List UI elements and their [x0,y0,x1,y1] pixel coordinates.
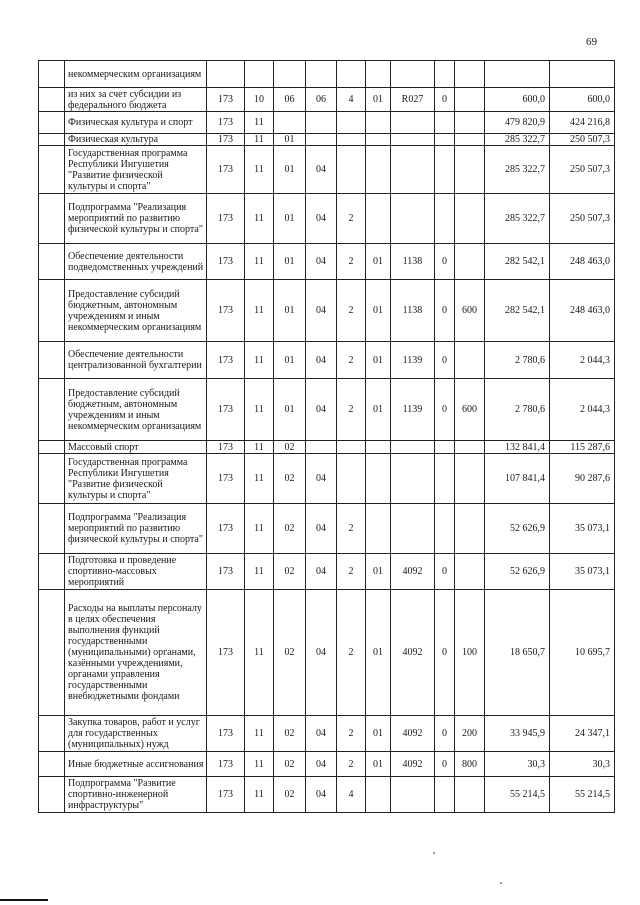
row-name-cell: Предоставление субсидий бюджетным, автономным учреждениям и иным некоммерческим организациям [65,280,207,342]
row-blank-cell [39,379,65,441]
code-cell: 2 [337,342,366,379]
code-cell: 11 [245,379,274,441]
code-cell: 11 [245,194,274,244]
code-cell: 11 [245,280,274,342]
code-cell: 800 [455,752,485,777]
code-cell: 4092 [391,752,435,777]
code-cell: 11 [245,777,274,813]
row-name-cell: Подпрограмма "Развитие спортивно-инженерной инфраструктуры" [65,777,207,813]
code-cell: 02 [274,554,306,590]
code-cell: 02 [274,441,306,454]
code-cell [435,441,455,454]
amount-cell-2: 55 214,5 [550,777,615,813]
code-cell [391,441,435,454]
row-name-cell: Закупка товаров, работ и услуг для государственных (муниципальных) нужд [65,716,207,752]
table-row [39,342,615,379]
page-edge-mark [0,899,48,901]
code-cell [337,146,366,194]
table-row [39,88,615,112]
row-name-cell: из них за счет субсидии из федерального бюджета [65,88,207,112]
code-cell: 173 [207,454,245,504]
code-cell: 2 [337,379,366,441]
code-cell [366,134,391,146]
code-cell: 173 [207,554,245,590]
code-cell: 01 [366,379,391,441]
amount-cell-1: 132 841,4 [485,441,550,454]
code-cell [391,112,435,134]
amount-cell-2: 250 507,3 [550,194,615,244]
table-row [39,752,615,777]
code-cell: 0 [435,590,455,716]
code-cell: 173 [207,88,245,112]
row-blank-cell [39,146,65,194]
code-cell: 173 [207,146,245,194]
code-cell: 11 [245,244,274,280]
code-cell: 173 [207,379,245,441]
code-cell [455,134,485,146]
code-cell [391,146,435,194]
code-cell [366,777,391,813]
code-cell [391,504,435,554]
code-cell [391,134,435,146]
amount-cell-1: 52 626,9 [485,554,550,590]
code-cell: 600 [455,379,485,441]
scan-speck [500,882,502,884]
code-cell: 02 [274,590,306,716]
code-cell: 11 [245,752,274,777]
code-cell [366,61,391,88]
code-cell: 11 [245,716,274,752]
code-cell [435,112,455,134]
code-cell [391,777,435,813]
row-name-cell: Массовый спорт [65,441,207,454]
code-cell: 0 [435,752,455,777]
row-name-cell: Расходы на выплаты персоналу в целях обеспечения выполнения функций государственными (муниципальными) органами, казёнными учреждениями, органами управления государственными внебюджетными фондами [65,590,207,716]
code-cell: 04 [306,379,337,441]
code-cell: 173 [207,342,245,379]
table-row [39,146,615,194]
code-cell [274,61,306,88]
code-cell [455,441,485,454]
code-cell: 173 [207,441,245,454]
scan-speck [433,852,435,854]
code-cell: 02 [274,752,306,777]
amount-cell-2: 250 507,3 [550,134,615,146]
code-cell: 04 [306,554,337,590]
row-name-cell: Государственная программа Республики Ингушетия "Развитие физической культуры и спорта" [65,454,207,504]
budget-table [38,60,615,813]
table-row [39,280,615,342]
code-cell: 173 [207,504,245,554]
code-cell: 04 [306,342,337,379]
code-cell [455,777,485,813]
code-cell: 2 [337,554,366,590]
row-blank-cell [39,777,65,813]
code-cell: 173 [207,590,245,716]
code-cell: 0 [435,280,455,342]
code-cell: 2 [337,244,366,280]
code-cell: 06 [306,88,337,112]
amount-cell-2: 600,0 [550,88,615,112]
amount-cell-2: 30,3 [550,752,615,777]
code-cell: 04 [306,504,337,554]
code-cell: 04 [306,194,337,244]
code-cell [306,112,337,134]
code-cell [366,194,391,244]
code-cell [435,504,455,554]
amount-cell-1: 30,3 [485,752,550,777]
code-cell: 01 [274,194,306,244]
code-cell: 01 [366,590,391,716]
code-cell: 2 [337,504,366,554]
code-cell [306,61,337,88]
code-cell [455,61,485,88]
code-cell [455,342,485,379]
code-cell: 04 [306,280,337,342]
code-cell [366,504,391,554]
code-cell: 01 [366,716,391,752]
table-row [39,441,615,454]
amount-cell-2: 24 347,1 [550,716,615,752]
code-cell [366,112,391,134]
code-cell: 11 [245,134,274,146]
row-name-cell: Подпрограмма "Реализация мероприятий по развитию физической культуры и спорта" [65,504,207,554]
amount-cell-2: 250 507,3 [550,146,615,194]
code-cell: 02 [274,504,306,554]
code-cell [391,194,435,244]
code-cell [435,146,455,194]
code-cell: 0 [435,379,455,441]
code-cell: 173 [207,244,245,280]
row-blank-cell [39,342,65,379]
row-blank-cell [39,590,65,716]
code-cell [455,146,485,194]
code-cell: 01 [366,280,391,342]
amount-cell-2: 35 073,1 [550,504,615,554]
amount-cell-1: 285 322,7 [485,194,550,244]
code-cell [337,61,366,88]
code-cell [455,244,485,280]
table-row [39,379,615,441]
code-cell [455,504,485,554]
code-cell: 4 [337,777,366,813]
code-cell: 173 [207,280,245,342]
row-name-cell: Физическая культура и спорт [65,112,207,134]
row-name-cell: Подпрограмма "Реализация мероприятий по развитию физической культуры и спорта" [65,194,207,244]
code-cell [366,454,391,504]
code-cell [455,554,485,590]
row-name-cell: Обеспечение деятельности централизованной бухгалтерии [65,342,207,379]
code-cell: 01 [274,342,306,379]
code-cell: 04 [306,590,337,716]
code-cell: 04 [306,777,337,813]
code-cell: 11 [245,112,274,134]
code-cell [337,454,366,504]
code-cell: 01 [366,342,391,379]
amount-cell-1: 285 322,7 [485,146,550,194]
row-name-cell: Государственная программа Республики Ингушетия "Развитие физической культуры и спорта" [65,146,207,194]
code-cell: 01 [274,379,306,441]
code-cell [455,454,485,504]
amount-cell-2: 2 044,3 [550,342,615,379]
table-row [39,454,615,504]
code-cell: 173 [207,194,245,244]
row-name-cell: Подготовка и проведение спортивно-массовых мероприятий [65,554,207,590]
code-cell: 01 [274,244,306,280]
code-cell: 2 [337,280,366,342]
code-cell: 01 [274,146,306,194]
row-blank-cell [39,752,65,777]
row-blank-cell [39,112,65,134]
code-cell: 0 [435,342,455,379]
amount-cell-2: 248 463,0 [550,280,615,342]
code-cell [455,88,485,112]
amount-cell-1: 33 945,9 [485,716,550,752]
amount-cell-2: 248 463,0 [550,244,615,280]
code-cell [435,194,455,244]
code-cell [435,61,455,88]
code-cell: 1138 [391,280,435,342]
table-row [39,777,615,813]
code-cell: 06 [274,88,306,112]
row-name-cell: Предоставление субсидий бюджетным, автономным учреждениям и иным некоммерческим организациям [65,379,207,441]
code-cell: 01 [366,88,391,112]
table-row [39,194,615,244]
code-cell: 11 [245,590,274,716]
amount-cell-1: 52 626,9 [485,504,550,554]
code-cell: 01 [366,244,391,280]
amount-cell-1: 282 542,1 [485,280,550,342]
row-blank-cell [39,716,65,752]
amount-cell-2: 10 695,7 [550,590,615,716]
code-cell [435,134,455,146]
amount-cell-1: 55 214,5 [485,777,550,813]
table-row [39,112,615,134]
row-blank-cell [39,454,65,504]
code-cell: 173 [207,752,245,777]
code-cell [337,112,366,134]
code-cell [245,61,274,88]
row-blank-cell [39,280,65,342]
code-cell: 4092 [391,716,435,752]
amount-cell-2: 115 287,6 [550,441,615,454]
row-name-cell: Иные бюджетные ассигнования [65,752,207,777]
amount-cell-1: 285 322,7 [485,134,550,146]
table-row [39,554,615,590]
code-cell: 173 [207,716,245,752]
amount-cell-1: 282 542,1 [485,244,550,280]
code-cell: 1139 [391,379,435,441]
code-cell [435,454,455,504]
code-cell [455,194,485,244]
code-cell: 11 [245,441,274,454]
code-cell: 0 [435,554,455,590]
amount-cell-2 [550,61,615,88]
code-cell: 4092 [391,590,435,716]
code-cell: 2 [337,194,366,244]
code-cell: 04 [306,244,337,280]
code-cell: 200 [455,716,485,752]
table-row [39,590,615,716]
code-cell: 0 [435,716,455,752]
code-cell: 11 [245,146,274,194]
code-cell: 1138 [391,244,435,280]
amount-cell-2: 35 073,1 [550,554,615,590]
code-cell: 173 [207,134,245,146]
code-cell [274,112,306,134]
code-cell: 01 [366,752,391,777]
code-cell: 01 [274,134,306,146]
amount-cell-1: 107 841,4 [485,454,550,504]
code-cell: 100 [455,590,485,716]
code-cell: 2 [337,590,366,716]
row-blank-cell [39,244,65,280]
code-cell: 2 [337,716,366,752]
amount-cell-1: 18 650,7 [485,590,550,716]
table-row [39,244,615,280]
code-cell: 04 [306,454,337,504]
code-cell [306,441,337,454]
code-cell: 11 [245,342,274,379]
table-row [39,504,615,554]
code-cell: 1139 [391,342,435,379]
code-cell: 02 [274,777,306,813]
code-cell [366,146,391,194]
row-blank-cell [39,61,65,88]
code-cell: 11 [245,554,274,590]
code-cell: 11 [245,454,274,504]
amount-cell-2: 2 044,3 [550,379,615,441]
code-cell: 04 [306,146,337,194]
code-cell: 01 [274,280,306,342]
code-cell [207,61,245,88]
code-cell: 2 [337,752,366,777]
code-cell: R027 [391,88,435,112]
row-blank-cell [39,504,65,554]
row-blank-cell [39,88,65,112]
code-cell [306,134,337,146]
code-cell: 10 [245,88,274,112]
code-cell: 600 [455,280,485,342]
code-cell: 04 [306,716,337,752]
amount-cell-1 [485,61,550,88]
code-cell: 02 [274,454,306,504]
code-cell: 01 [366,554,391,590]
row-blank-cell [39,441,65,454]
code-cell: 173 [207,777,245,813]
row-blank-cell [39,194,65,244]
code-cell [337,134,366,146]
table-row [39,134,615,146]
code-cell: 173 [207,112,245,134]
code-cell: 11 [245,504,274,554]
code-cell [435,777,455,813]
code-cell: 0 [435,88,455,112]
amount-cell-1: 479 820,9 [485,112,550,134]
table-row [39,61,615,88]
code-cell: 0 [435,244,455,280]
row-blank-cell [39,554,65,590]
code-cell [366,441,391,454]
amount-cell-2: 424 216,8 [550,112,615,134]
code-cell [391,61,435,88]
code-cell: 4092 [391,554,435,590]
table-row [39,716,615,752]
page-number: 69 [586,36,597,48]
row-name-cell: Физическая культура [65,134,207,146]
amount-cell-1: 2 780,6 [485,342,550,379]
table-body [39,61,615,813]
code-cell: 04 [306,752,337,777]
row-name-cell: некоммерческим организациям [65,61,207,88]
amount-cell-2: 90 287,6 [550,454,615,504]
code-cell [337,441,366,454]
code-cell [455,112,485,134]
code-cell [391,454,435,504]
code-cell: 4 [337,88,366,112]
code-cell: 02 [274,716,306,752]
row-blank-cell [39,134,65,146]
amount-cell-1: 2 780,6 [485,379,550,441]
row-name-cell: Обеспечение деятельности подведомственных учреждений [65,244,207,280]
amount-cell-1: 600,0 [485,88,550,112]
